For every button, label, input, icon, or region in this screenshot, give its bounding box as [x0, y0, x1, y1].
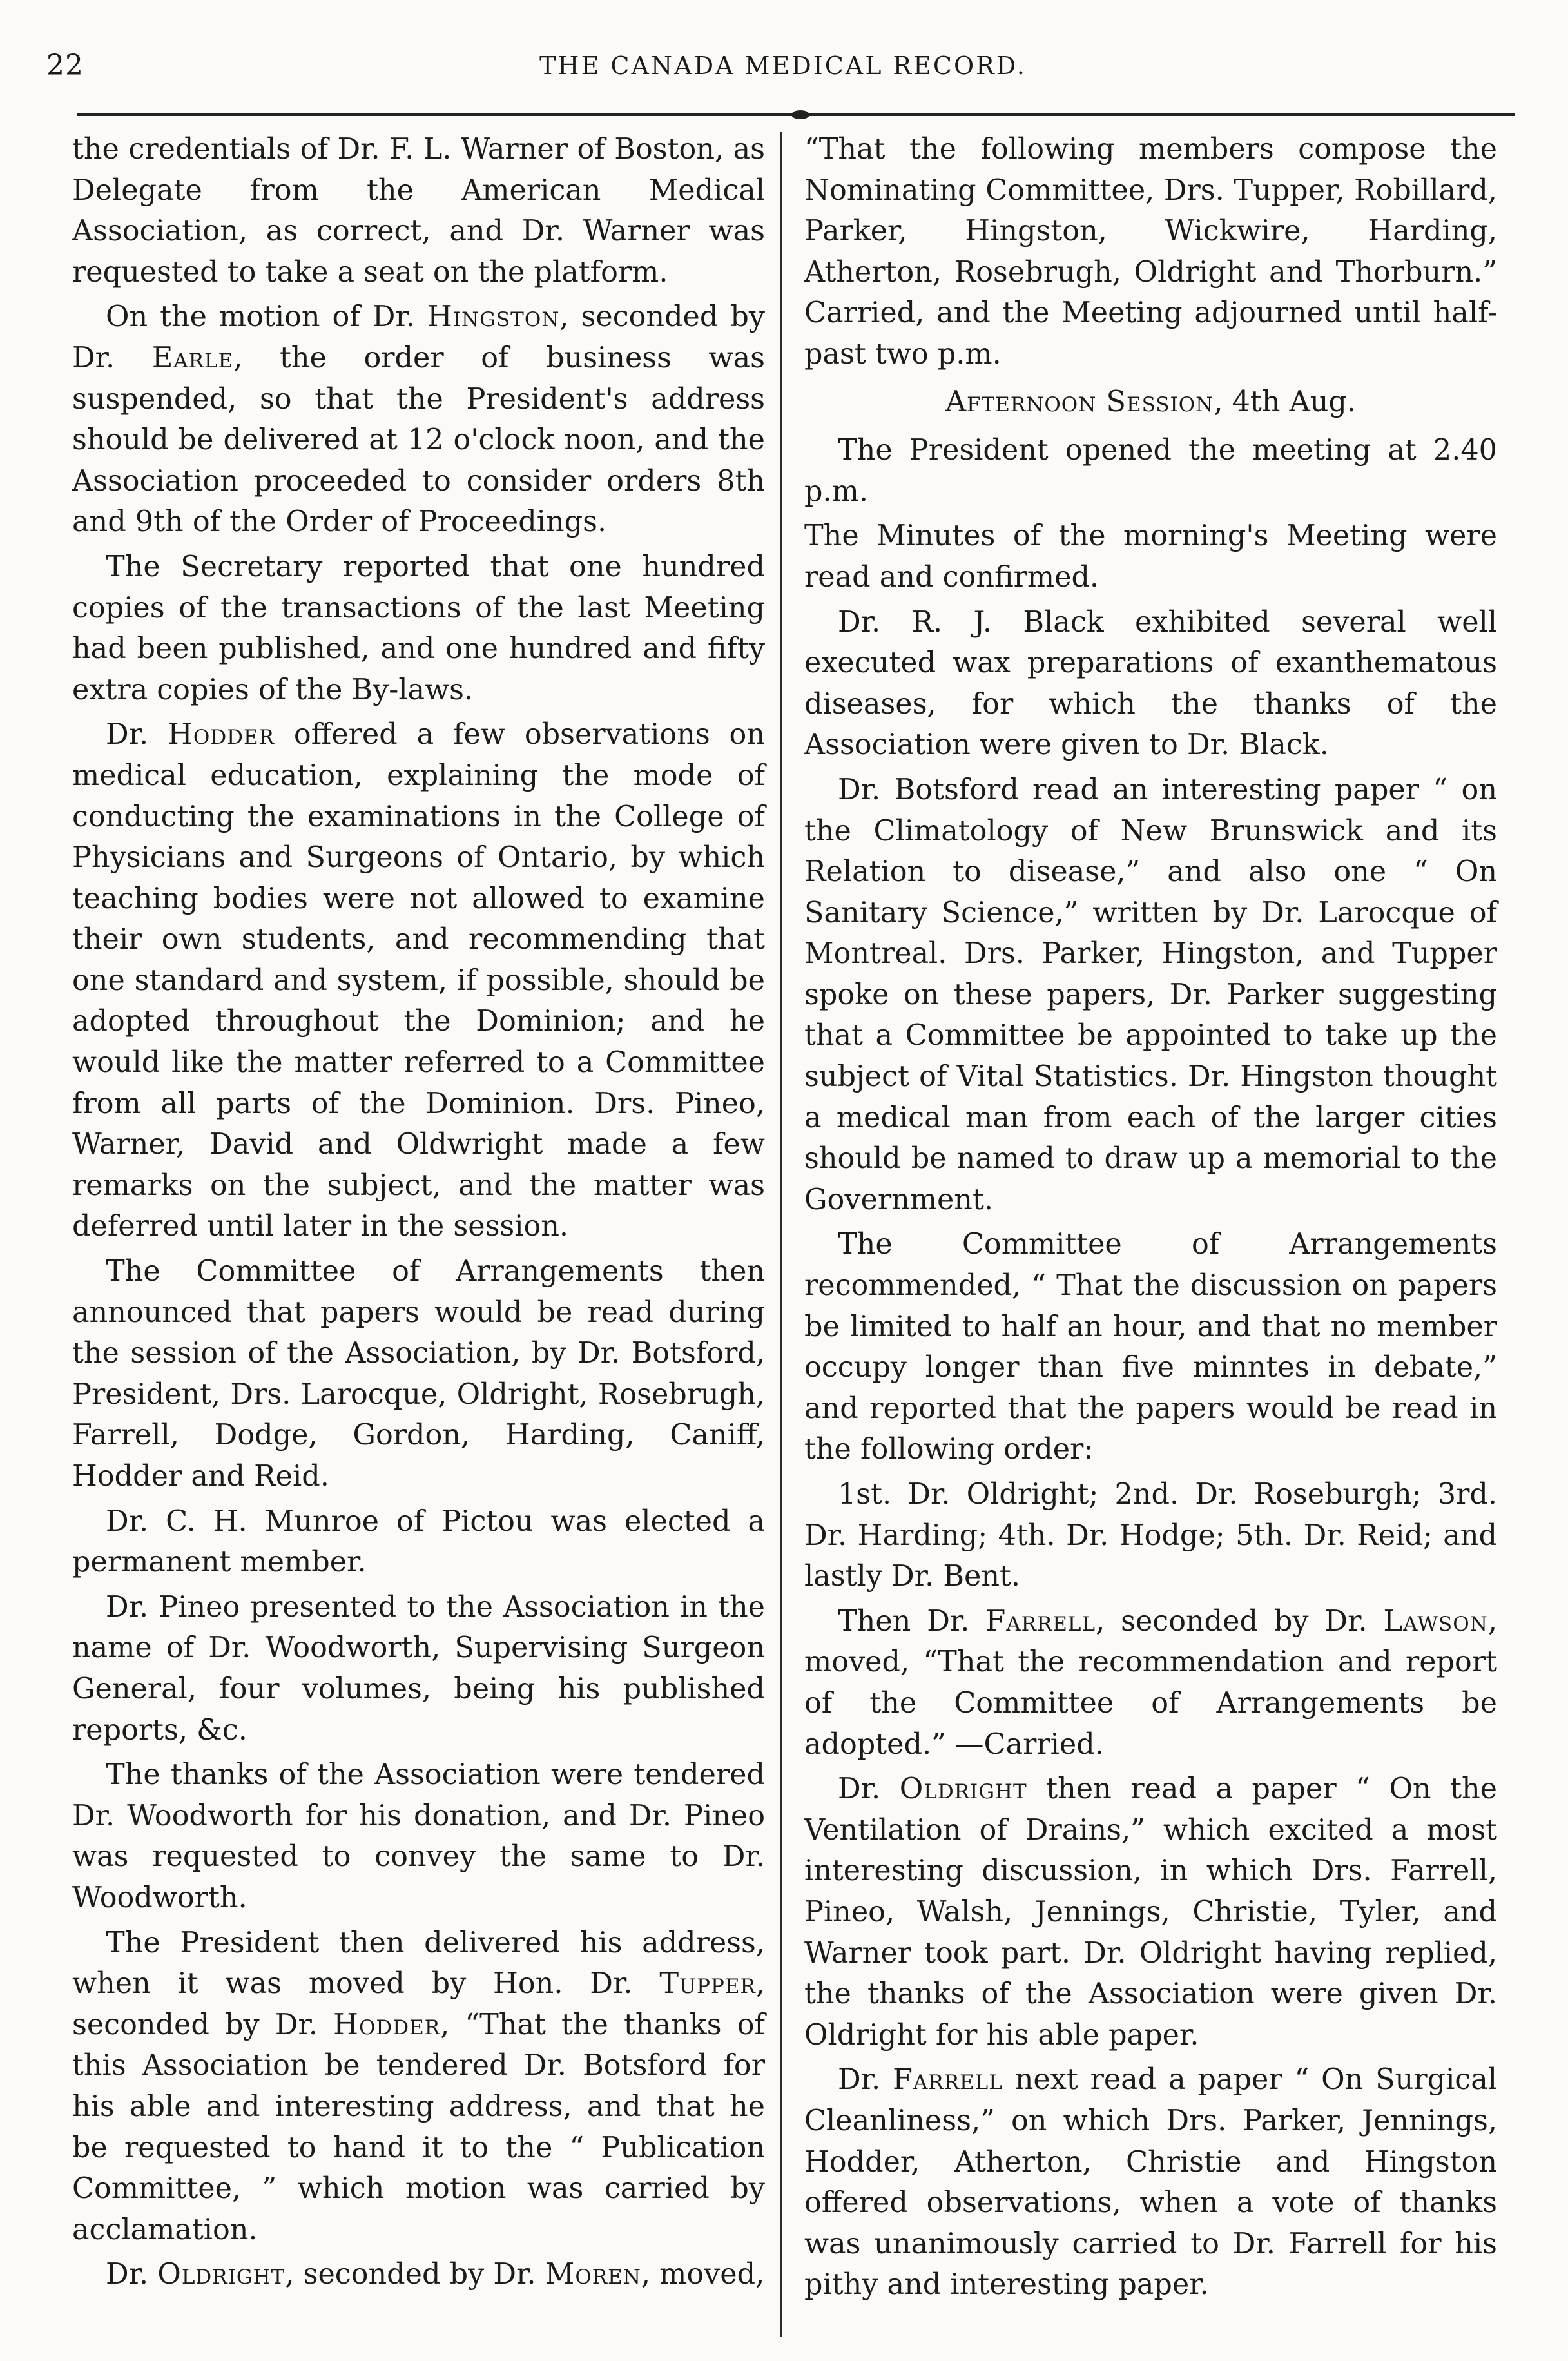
text-run: The Minutes of the morning's Meeting were read and confirmed. [804, 520, 1497, 594]
small-caps-name: Afternoon Session [945, 385, 1214, 418]
small-caps-name: Tupper [659, 1967, 756, 2001]
left-column [72, 129, 765, 2299]
paragraph [72, 1754, 765, 1918]
text-run: offered a few observations on medical education, explaining the mode of conducting the examinations in the College of Physicians and Surgeons of Ontario, by which teaching bodies were not allowed to examine their own students, and recommending that one standard and system, if possible, should be adopted throughout the Dominion; and he would like the matter referred to a Committee from all parts of the Dominion. Drs. Pineo, Warner, David and Oldwright made a few remarks on the subject, and the matter was deferred until later in the session. [72, 718, 765, 1243]
paragraph [804, 1601, 1497, 1765]
text-run: , “That the thanks of this Association be tendered Dr. Botsford for his able and interesting address, and that he be requested to hand it to the “ Publication Committee, ” which motion was carried by acclamation. [72, 2008, 766, 2246]
text-run: , seconded by Dr. [72, 1967, 765, 2041]
text-run: , 4th Aug. [1214, 385, 1357, 418]
small-caps-name: Lawson [1383, 1604, 1488, 1638]
paragraph [72, 1501, 765, 1583]
text-run: next read a paper “ On Surgical Cleanliness,” on which Drs. Parker, Jennings, Hodder, Atherton, Christie and Hingston offered observations, when a vote of thanks was unanimously carried to Dr. Farrell for his pithy and interesting paper. [804, 2063, 1497, 2302]
text-run: Dr. Pineo presented to the Association in the name of Dr. Woodworth, Supervising Surgeon General, four volumes, being his published reports, &c. [72, 1590, 765, 1747]
small-caps-name: Earle [151, 341, 234, 374]
text-run: The President then delivered his address, when it was moved by Hon. Dr. [72, 1926, 765, 2001]
small-caps-name: Moren [545, 2258, 641, 2291]
text-run: , seconded by Dr. [72, 300, 765, 374]
small-caps-name: Hodder [168, 718, 275, 752]
paragraph [72, 129, 765, 293]
small-caps-name: Oldright [899, 1773, 1027, 1806]
paragraph [72, 1251, 765, 1497]
text-run: The Committee of Arrangements recommended, “ That the discussion on papers be limited to half an hour, and that no member occupy longer than five minntes in debate,” and reported that the papers would be read in the following order: [804, 1228, 1497, 1466]
paragraph [72, 547, 765, 710]
paragraph [804, 430, 1497, 512]
text-run: Dr. [106, 718, 168, 752]
header-rule-ornament [791, 110, 809, 119]
page-number: 22 [46, 49, 84, 82]
paragraph [72, 2254, 765, 2295]
text-run: , the order of business was suspended, so that the President's address should be delivered at 12 o'clock noon, and the Association proceeded to consider orders 8th and 9th of the Order of Proceedings. [72, 341, 765, 539]
small-caps-name: Oldright [157, 2258, 286, 2291]
paragraph [804, 2059, 1497, 2306]
text-run: the credentials of Dr. F. L. Warner of Boston, as Delegate from the American Medical Association, as correct, and Dr. Warner was requested to take a seat on the platform. [72, 133, 765, 289]
paragraph [804, 1474, 1497, 1597]
text-run: , moved, “That the recommendation and report of the Committee of Arrangements be adopted.” —Carried. [804, 1604, 1497, 1761]
text-run: Dr. C. H. Munroe of Pictou was elected a permanent member. [72, 1504, 765, 1579]
text-run: Then Dr. [838, 1604, 986, 1638]
text-run: Dr. [838, 1773, 900, 1806]
text-run: The thanks of the Association were tendered Dr. Woodworth for his donation, and Dr. Pineo was requested to convey the same to Dr. Woodworth. [72, 1758, 765, 1914]
text-run: 1st. Dr. Oldright; 2nd. Dr. Roseburgh; 3rd. Dr. Harding; 4th. Dr. Hodge; 5th. Dr. Reid; and lastly Dr. Bent. [804, 1478, 1497, 1593]
text-run: , moved, [641, 2258, 765, 2291]
paragraph [72, 1923, 765, 2251]
text-run: Dr. [838, 2063, 893, 2097]
text-run: Dr. Botsford read an interesting paper “ on the Climatology of New Brunswick and its Relation to disease,” and also one “ On Sanitary Science,” written by Dr. Larocque of Montreal. Drs. Parker, Hingston, and Tupper spoke on these papers, Dr. Parker suggesting that a Committee be appointed to take up the subject of Vital Statistics. Dr. Hingston thought a medical man from each of the larger cities should be named to draw up a memorial to the Government. [804, 773, 1497, 1216]
text-run: Dr. R. J. Black exhibited several well executed wax preparations of exanthematous diseases, for which the thanks of the Association were given to Dr. Black. [804, 605, 1497, 762]
right-column [804, 129, 1497, 2309]
text-run: , seconded by Dr. [285, 2258, 545, 2291]
paragraph [804, 1224, 1497, 1470]
paragraph [804, 1769, 1497, 2055]
running-title: THE CANADA MEDICAL RECORD. [539, 52, 1027, 80]
section-heading [804, 382, 1497, 423]
paragraph [72, 714, 765, 1247]
small-caps-name: Farrell [893, 2063, 1003, 2097]
paragraph [72, 296, 765, 543]
small-caps-name: Farrell [985, 1604, 1096, 1638]
paragraph [804, 602, 1497, 766]
paragraph [804, 516, 1497, 598]
text-run: , seconded by Dr. [1096, 1604, 1384, 1638]
small-caps-name: Hingston [427, 300, 560, 334]
text-run: “That the following members compose the Nominating Committee, Drs. Tupper, Robillard, Parker, Hingston, Wickwire, Harding, Atherton, Rosebrugh, Oldright and Thorburn.” Carried, and the Meeting adjourned until half-past two p.m. [804, 133, 1497, 371]
text-run: The Secretary reported that one hundred copies of the transactions of the last Meeting had been published, and one hundred and fifty extra copies of the By-laws. [72, 550, 765, 706]
paragraph [804, 129, 1497, 375]
text-run: Dr. [106, 2258, 158, 2291]
column-divider [780, 132, 782, 2337]
text-run: On the motion of Dr. [106, 300, 427, 334]
text-run: The President opened the meeting at 2.40 p.m. [804, 434, 1497, 508]
small-caps-name: Hodder [333, 2008, 441, 2041]
page-header [39, 45, 1527, 97]
paragraph [804, 770, 1497, 1221]
text-run: The Committee of Arrangements then announced that papers would be read during the session of the Association, by Dr. Botsford, President, Drs. Larocque, Oldright, Rosebrugh, Farrell, Dodge, Gordon, Harding, Caniff, Hodder and Reid. [72, 1255, 765, 1493]
text-run: then read a paper “ On the Ventilation of Drains,” which excited a most interesting discussion, in which Drs. Farrell, Pineo, Walsh, Jennings, Christie, Tyler, and Warner took part. Dr. Oldright having replied, the thanks of the Association were given Dr. Oldright for his able paper. [804, 1773, 1498, 2052]
paragraph [72, 1587, 765, 1751]
